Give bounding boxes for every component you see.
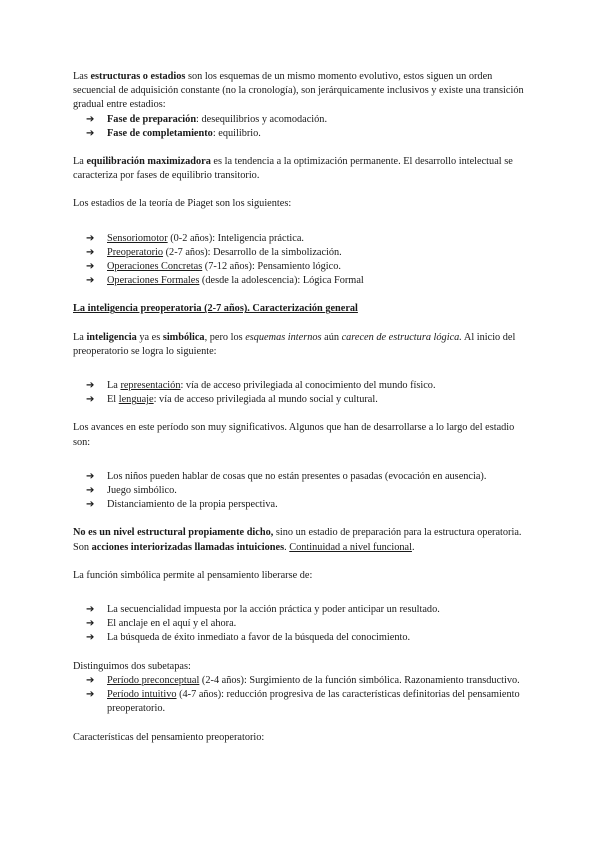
list-item xyxy=(73,246,528,260)
list-item xyxy=(73,498,528,512)
text-run: Al inicio del preoperatorio se logra lo siguiente: xyxy=(73,331,516,357)
underlined-term: Sensoriomotor xyxy=(107,232,168,244)
list-item xyxy=(73,688,528,716)
bold-term: Fase de completamiento xyxy=(107,127,213,139)
text-run: La xyxy=(73,331,87,343)
text-run: . xyxy=(284,541,290,553)
arrow-bullet-icon: ➔ xyxy=(86,127,95,139)
underlined-term: Operaciones Concretas xyxy=(107,261,203,273)
list-item xyxy=(73,393,528,407)
text-run: es la tendencia a la optimización permanente. El desarrollo intelectual se caracteriza por fases de equilibrio transitorio. xyxy=(73,156,513,182)
text-run: Los niños pueden hablar de cosas que no están presentes o pasadas (evocación en ausencia). xyxy=(107,470,487,482)
bold-term: inteligencia xyxy=(86,331,137,343)
text-run: , pero los xyxy=(204,331,246,343)
list-item xyxy=(73,379,528,393)
arrow-bullet-icon: ➔ xyxy=(86,618,95,630)
text-run: Las xyxy=(73,71,91,82)
bold-term: No es un nivel estructural propiamente dicho, xyxy=(73,527,274,539)
text-run: son los esquemas de un mismo momento evolutivo, estos siguen un orden secuencial de adquisición constante (no la cronología), son jerárquicamente inclusivos y existe una transición gradual entre estadios: xyxy=(73,71,524,111)
paragraph-caracteristicas: Características del pensamiento preoperatorio: xyxy=(73,731,265,743)
arrow-bullet-icon: ➔ xyxy=(86,232,95,244)
arrow-bullet-icon: ➔ xyxy=(86,261,95,273)
text-run: Juego simbólico. xyxy=(107,485,177,497)
paragraph-equilibracion xyxy=(73,155,528,183)
list-item xyxy=(73,113,528,127)
underlined-term: Preoperatorio xyxy=(107,246,164,258)
arrow-bullet-icon: ➔ xyxy=(86,689,95,701)
arrow-bullet-icon: ➔ xyxy=(86,470,95,482)
access-list xyxy=(73,379,528,407)
bold-term: Fase de preparación xyxy=(107,113,197,125)
advances-list xyxy=(73,470,528,513)
paragraph-funcion-simbolica: La función simbólica permite al pensamiento liberarse de: xyxy=(73,569,313,581)
text-run: sino un estadio de preparación para la estructura operatoria. Son xyxy=(73,527,522,553)
document-page xyxy=(73,70,528,745)
arrow-bullet-icon: ➔ xyxy=(86,485,95,497)
section-heading: La inteligencia preoperatoria (2-7 años). Caracterización general xyxy=(73,303,358,315)
arrow-bullet-icon: ➔ xyxy=(86,394,95,406)
list-item xyxy=(73,674,528,688)
paragraph-avances: Los avances en este período son muy significativos. Algunos que han de desarrollarse a lo largo del estadio son: xyxy=(73,422,515,448)
arrow-bullet-icon: ➔ xyxy=(86,604,95,616)
arrow-bullet-icon: ➔ xyxy=(86,380,95,392)
paragraph-estructuras xyxy=(73,70,528,113)
arrow-bullet-icon: ➔ xyxy=(86,674,95,686)
text-run: (0-2 años): Inteligencia práctica. xyxy=(167,232,305,244)
text-run: (2-4 años): Surgimiento de la función simbólica. Razonamiento transductivo. xyxy=(199,674,520,686)
text-run: : equilibrio. xyxy=(212,127,261,139)
underlined-term: Operaciones Formales xyxy=(107,275,200,287)
arrow-bullet-icon: ➔ xyxy=(86,499,95,511)
list-item xyxy=(73,232,528,246)
text-run: . xyxy=(411,541,415,553)
list-item xyxy=(73,631,528,645)
list-item xyxy=(73,603,528,617)
paragraph-inteligencia xyxy=(73,331,528,359)
list-item xyxy=(73,274,528,288)
paragraph-estadios-intro: Los estadios de la teoría de Piaget son los siguientes: xyxy=(73,198,292,210)
text-run: (7-12 años): Pensamiento lógico. xyxy=(202,261,341,273)
arrow-bullet-icon: ➔ xyxy=(86,113,95,125)
text-run: La secuencialidad impuesta por la acción práctica y poder anticipar un resultado. xyxy=(107,604,440,616)
arrow-bullet-icon: ➔ xyxy=(86,246,95,258)
text-run: La búsqueda de éxito inmediato a favor de la búsqueda del conocimiento. xyxy=(107,632,411,644)
underlined-term: Período intuitivo xyxy=(107,689,177,701)
underlined-term: Continuidad a nivel funcional xyxy=(289,541,412,553)
bold-term: simbólica xyxy=(162,331,205,343)
arrow-bullet-icon: ➔ xyxy=(86,632,95,644)
italic-term: carecen de estructura lógica. xyxy=(341,331,462,343)
text-run: El anclaje en el aquí y el ahora. xyxy=(107,618,237,630)
italic-term: esquemas internos xyxy=(245,331,322,343)
list-item xyxy=(73,617,528,631)
liberations-list xyxy=(73,603,528,646)
text-run: ya es xyxy=(136,331,163,343)
text-run: (desde la adolescencia): Lógica Formal xyxy=(199,275,364,287)
text-run: : vía de acceso privilegiada al conocimiento del mundo físico. xyxy=(180,380,436,392)
bold-term: equilibración maximizadora xyxy=(86,156,211,168)
text-run: Distanciamiento de la propia perspectiva. xyxy=(107,499,278,511)
text-run: : desequilibrios y acomodación. xyxy=(196,113,328,125)
text-run: aún xyxy=(321,331,342,343)
bold-term: estructuras o estadios xyxy=(90,71,186,82)
text-run: (4-7 años): reducción progresiva de las características definitorias del pensamiento preoperatorio. xyxy=(107,689,520,715)
underlined-term: representación xyxy=(120,380,181,392)
underlined-term: Período preconceptual xyxy=(107,674,200,686)
list-item xyxy=(73,484,528,498)
paragraph-subetapas: Distinguimos dos subetapas: xyxy=(73,660,191,672)
substages-list xyxy=(73,674,528,717)
paragraph-nivel-estructural xyxy=(73,526,528,554)
phases-list xyxy=(73,113,528,141)
text-run: : vía de acceso privilegiada al mundo social y cultural. xyxy=(153,394,378,406)
text-run: El xyxy=(107,394,119,406)
list-item xyxy=(73,260,528,274)
text-run: (2-7 años): Desarrollo de la simbolización. xyxy=(163,246,342,258)
list-item xyxy=(73,470,528,484)
underlined-term: lenguaje xyxy=(118,394,154,406)
text-run: La xyxy=(73,156,87,168)
bold-term: acciones interiorizadas llamadas intuiciones xyxy=(91,541,285,553)
list-item xyxy=(73,127,528,141)
text-run: La xyxy=(107,380,121,392)
arrow-bullet-icon: ➔ xyxy=(86,275,95,287)
stages-list xyxy=(73,232,528,289)
